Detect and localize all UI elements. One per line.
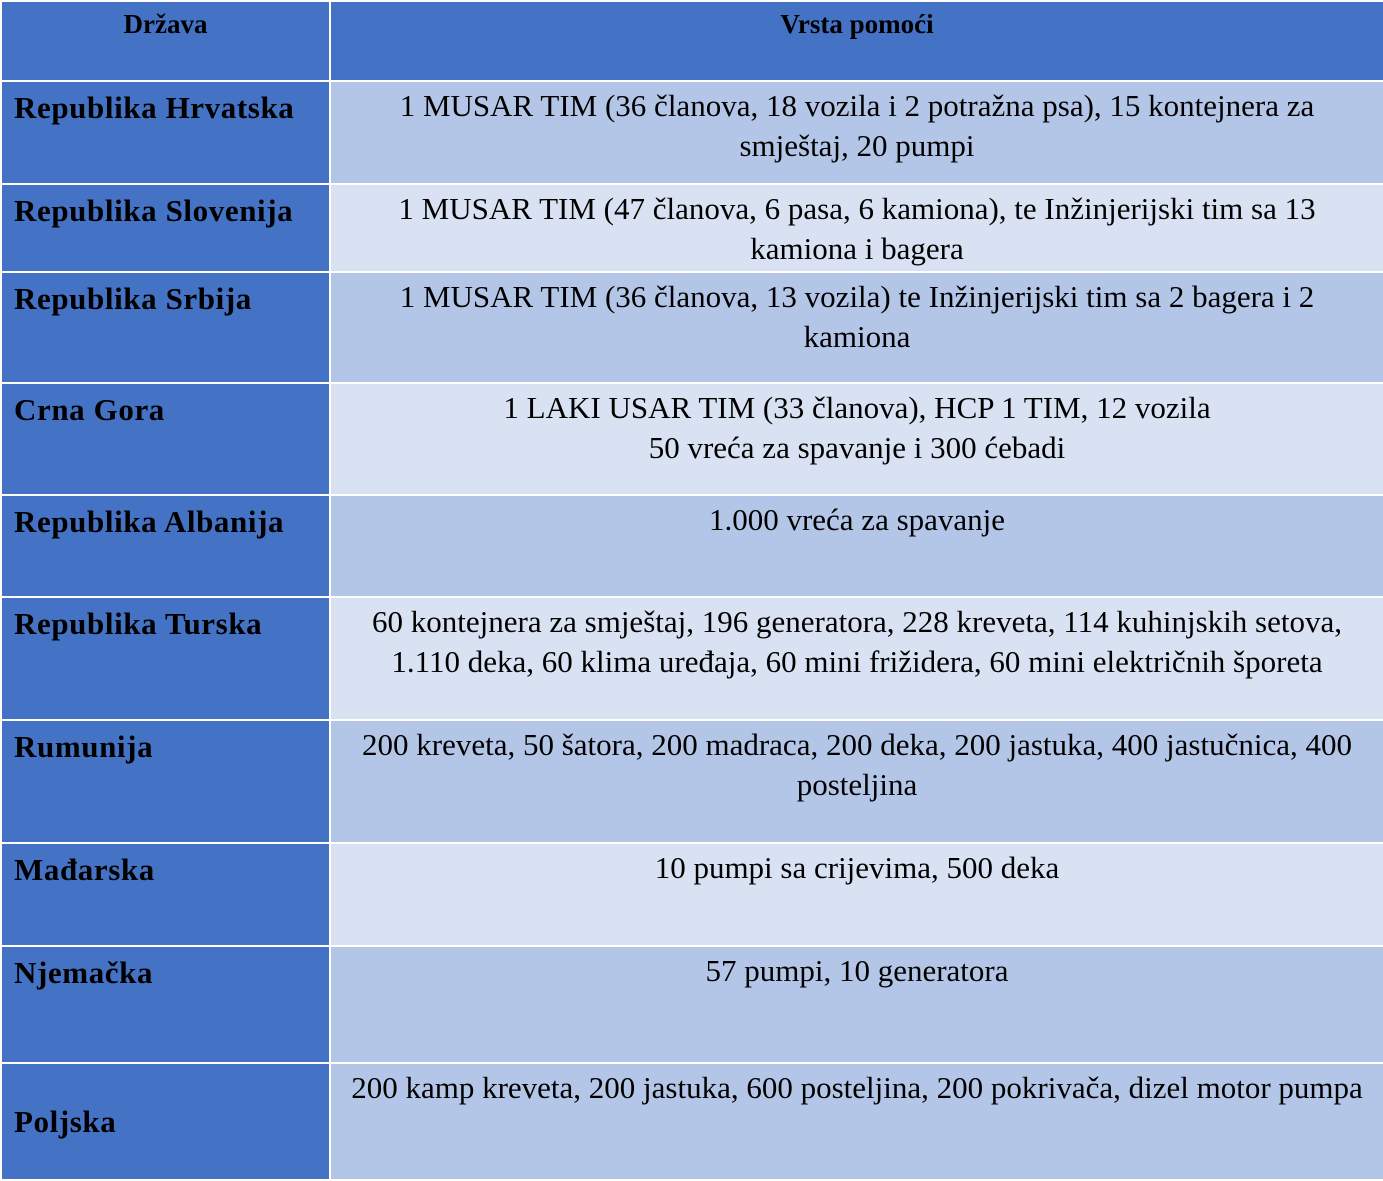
table-row [1,272,1383,383]
country-cell: Republika Albanija [1,495,330,597]
table-row [1,495,1383,597]
header-country: Država [1,1,330,81]
table-row [1,81,1383,184]
country-cell: Poljska [1,1063,330,1180]
aid-line: 1 LAKI USAR TIM (33 članova), HCP 1 TIM, 12 vozila [503,390,1211,425]
country-cell: Republika Turska [1,597,330,720]
aid-cell: 200 kreveta, 50 šatora, 200 madraca, 200 deka, 200 jastuka, 400 jastučnica, 400 posteljina [330,720,1383,843]
country-cell: Crna Gora [1,383,330,495]
table-row [1,383,1383,495]
aid-cell: 200 kamp kreveta, 200 jastuka, 600 posteljina, 200 pokrivača, dizel motor pumpa [330,1063,1383,1180]
aid-cell: 1 MUSAR TIM (36 članova, 18 vozila i 2 potražna psa), 15 kontejnera za smještaj, 20 pumpi [330,81,1383,184]
aid-cell: 1 MUSAR TIM (36 članova, 13 vozila) te Inžinjerijski tim sa 2 bagera i 2 kamiona [330,272,1383,383]
table-row [1,184,1383,272]
country-cell: Republika Hrvatska [1,81,330,184]
header-row [1,1,1383,81]
aid-cell: 10 pumpi sa crijevima, 500 deka [330,843,1383,946]
country-cell: Republika Srbija [1,272,330,383]
aid-cell [330,383,1383,495]
aid-cell: 1 MUSAR TIM (47 članova, 6 pasa, 6 kamiona), te Inžinjerijski tim sa 13 kamiona i bagera [330,184,1383,272]
aid-cell: 57 pumpi, 10 generatora [330,946,1383,1063]
aid-cell: 60 kontejnera za smještaj, 196 generatora, 228 kreveta, 114 kuhinjskih setova, 1.110 deka, 60 klima uređaja, 60 mini frižidera, 60 mini električnih šporeta [330,597,1383,720]
table-row [1,843,1383,946]
country-cell: Njemačka [1,946,330,1063]
table-row [1,597,1383,720]
country-cell: Mađarska [1,843,330,946]
aid-line: 50 vreća za spavanje i 300 ćebadi [648,430,1066,465]
table-row [1,720,1383,843]
country-cell: Republika Slovenija [1,184,330,272]
country-cell: Rumunija [1,720,330,843]
aid-cell: 1.000 vreća za spavanje [330,495,1383,597]
table-row [1,1063,1383,1180]
table-row [1,946,1383,1063]
header-aid-type: Vrsta pomoći [330,1,1383,81]
